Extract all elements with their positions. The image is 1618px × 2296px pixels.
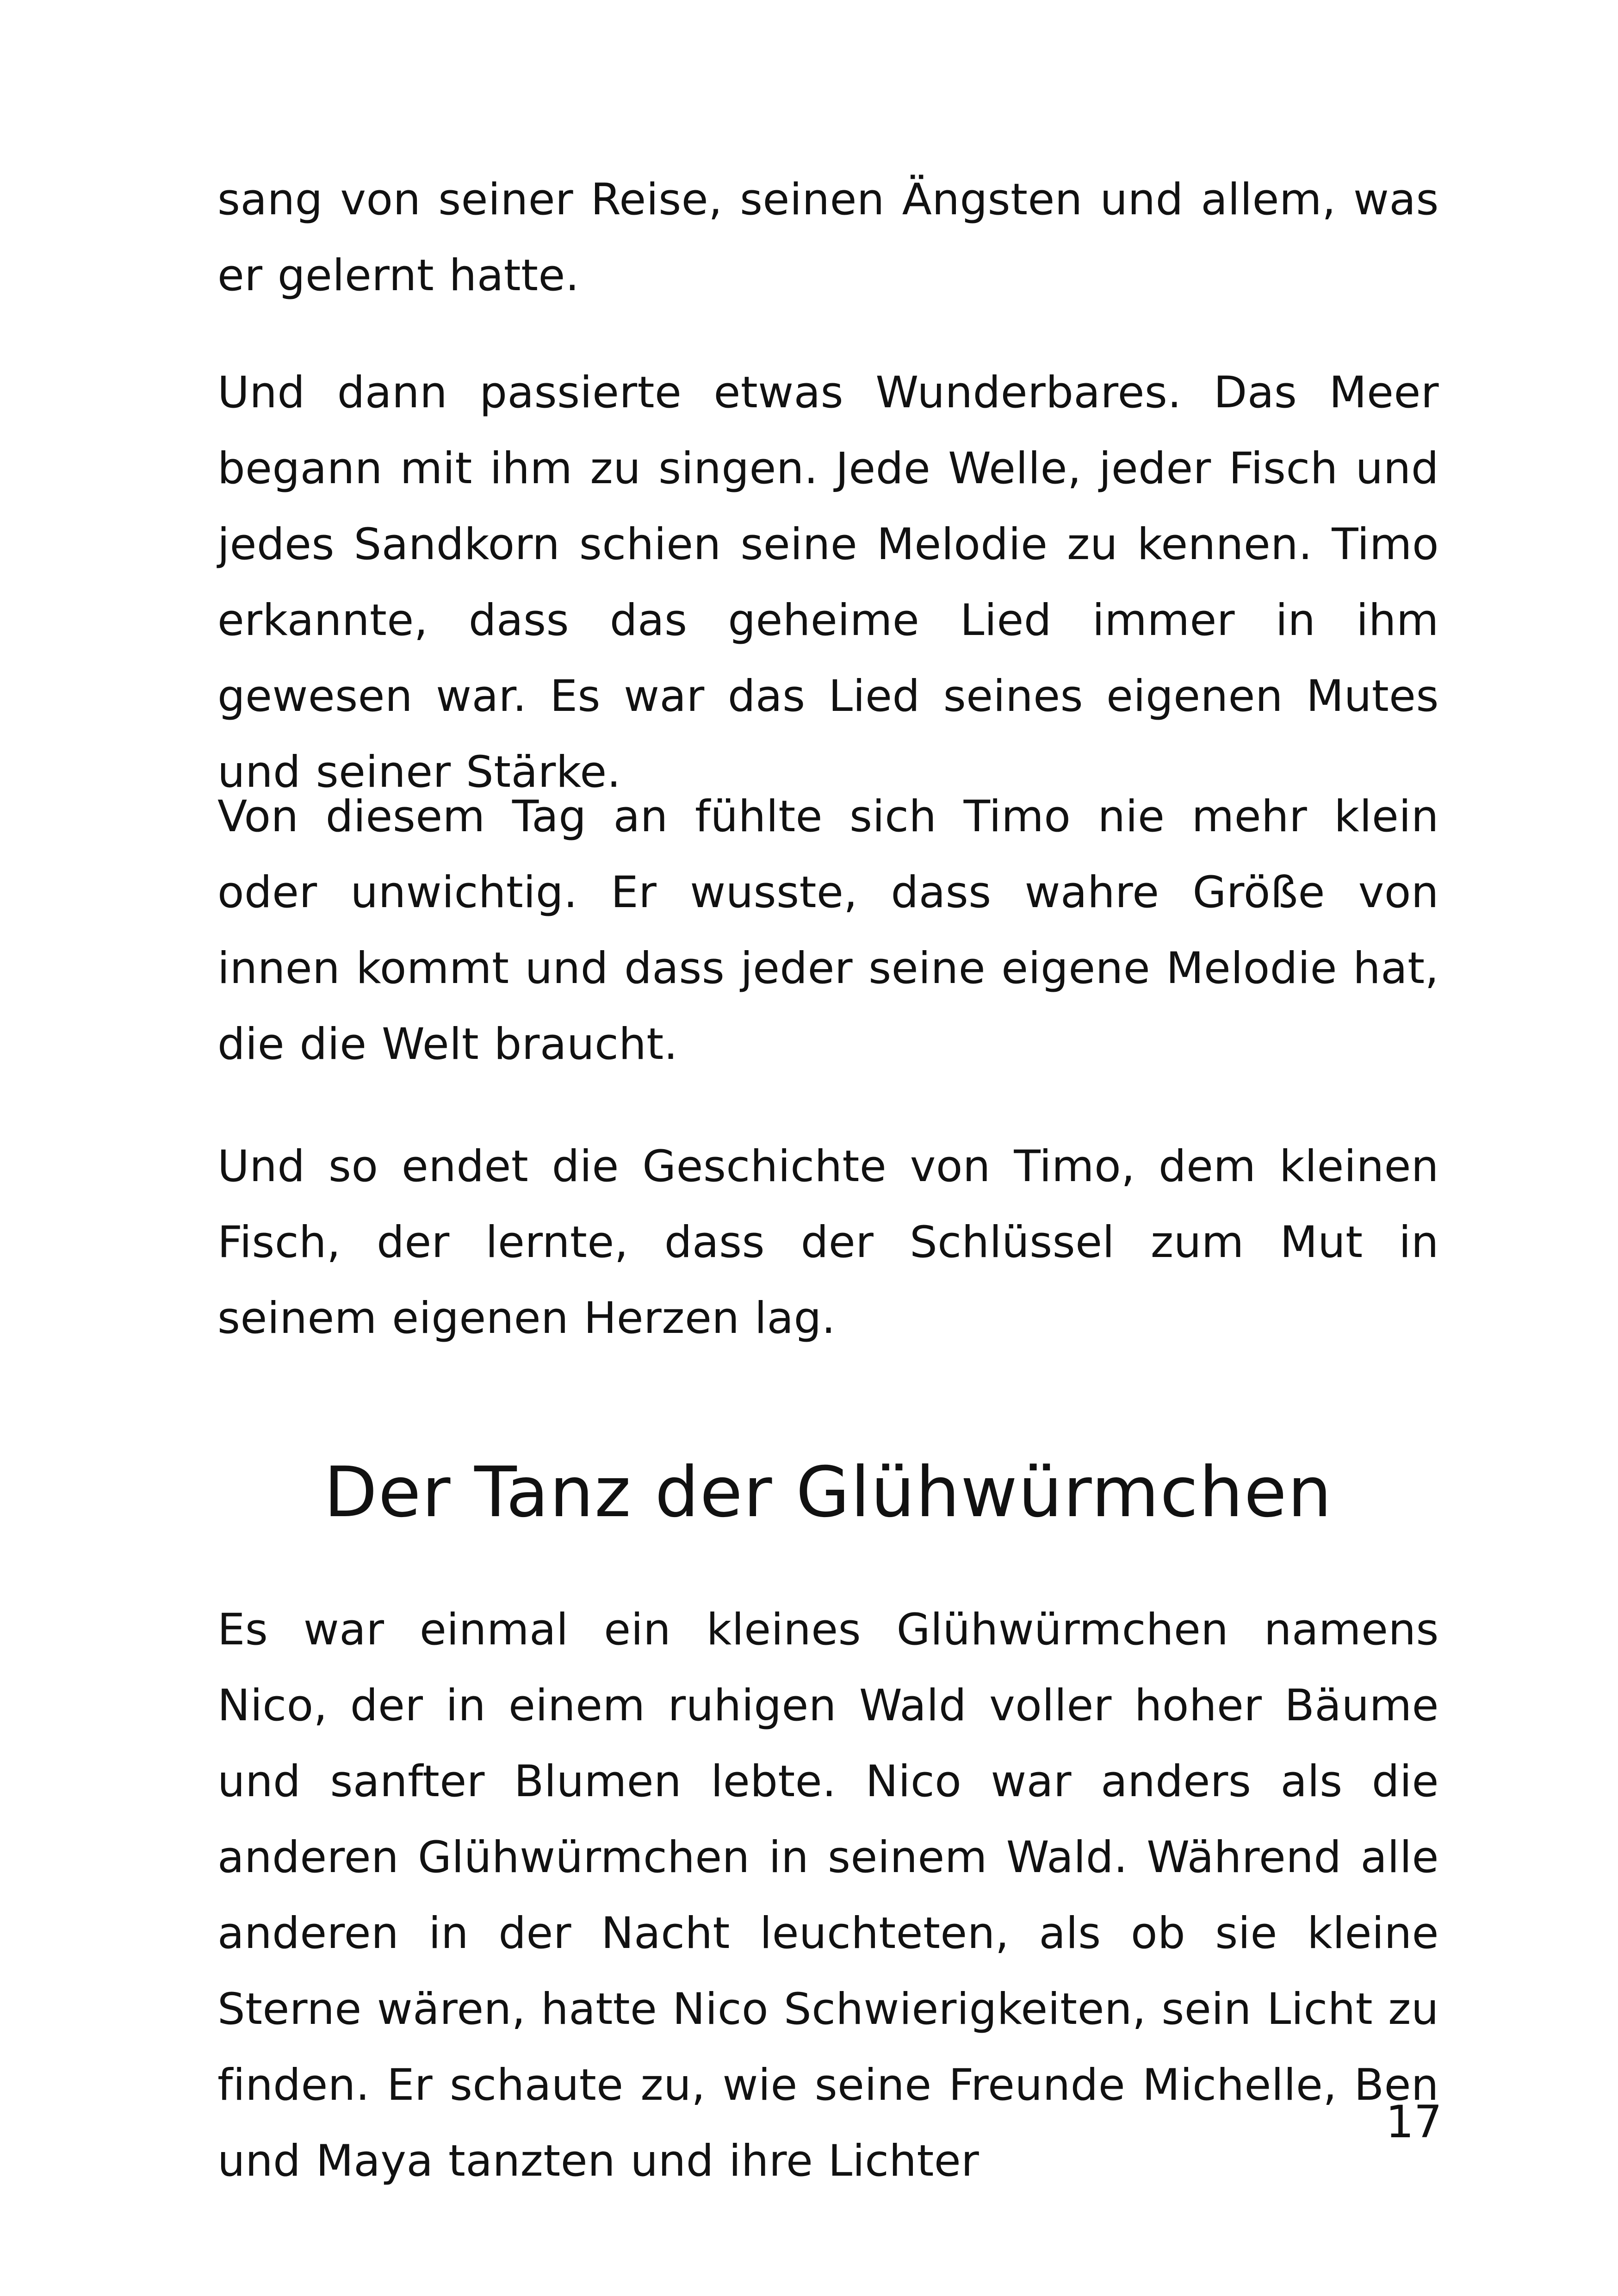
paragraph-gluehwuermchen: Es war einmal ein kleines Glühwürmchen namens Nico, der in einem ruhigen Wald voller hoher Bäume und sanfter Blumen lebte. Nico war anders als die anderen Glühwürmchen in seinem Wald. Während alle anderen in der Nacht leuchteten, als ob sie kleine Sterne wären, hatte Nico Schwierigkeiten, sein Licht zu finden. Er schaute zu, wie seine Freunde Michelle, Ben und Maya tanzten und ihre Lichter bbox=[217, 1605, 1439, 2186]
paragraph-diesem-tag: Von diesem Tag an fühlte sich Timo nie mehr klein oder unwichtig. Er wusste, dass wahre Größe von innen kommt und dass jeder seine eigene Melodie hat, die die Welt braucht. bbox=[217, 791, 1439, 1070]
paragraph-reise: sang von seiner Reise, seinen Ängsten und allem, was er gelernt hatte. bbox=[217, 174, 1439, 301]
story-text-column bbox=[217, 162, 1439, 314]
story-text-column bbox=[217, 1129, 1439, 1356]
chapter-text-column bbox=[217, 1592, 1439, 2199]
page-number: 17 bbox=[1385, 2096, 1442, 2148]
paragraph-endet: Und so endet die Geschichte von Timo, dem kleinen Fisch, der lernte, dass der Schlüssel zum Mut in seinem eigenen Herzen lag. bbox=[217, 1141, 1439, 1344]
story-text-column bbox=[217, 779, 1439, 1083]
paragraph-wunderbares: Und dann passierte etwas Wunderbares. Das Meer begann mit ihm zu singen. Jede Welle, jeder Fisch und jedes Sandkorn schien seine Melodie zu kennen. Timo erkannte, dass das geheime Lied immer in ihm gewesen war. Es war das Lied seines eigenen Mutes und seiner Stärke. bbox=[217, 367, 1439, 797]
story-text-column bbox=[217, 355, 1439, 810]
chapter-title: Der Tanz der Glühwürmchen bbox=[323, 1452, 1333, 1533]
